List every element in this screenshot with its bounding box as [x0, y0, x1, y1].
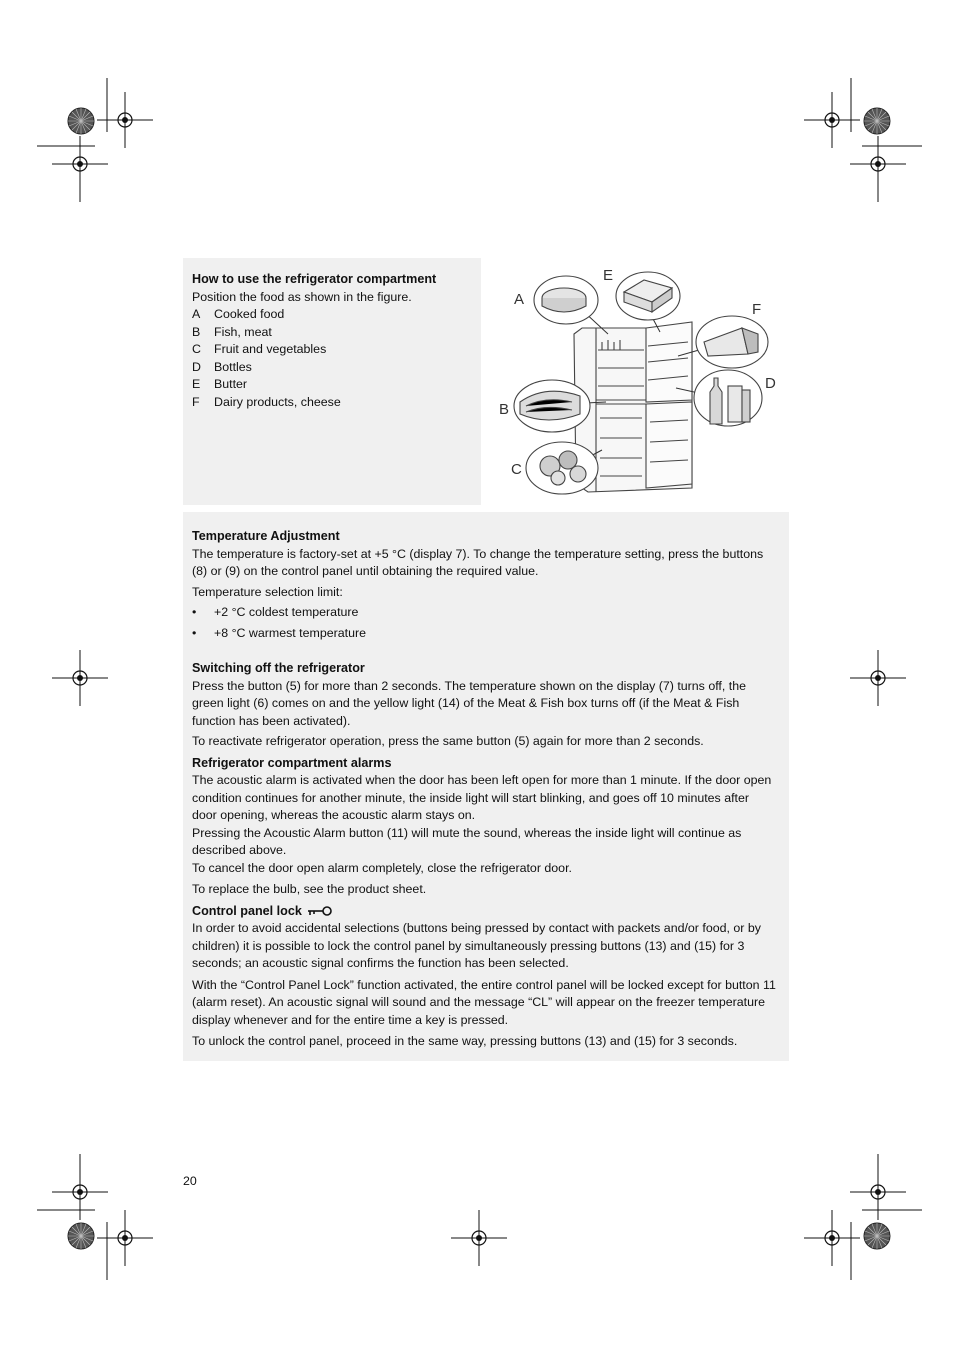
legend-label: Fish, meat [214, 324, 272, 339]
alarms-mute: Pressing the Acoustic Alarm button (11) will mute the sound, whereas the inside light will continue as described above. [192, 825, 742, 857]
bullet-text: +2 °C coldest temperature [214, 605, 359, 619]
alarms-cancel: To cancel the door open alarm completely, close the refrigerator door. [192, 860, 572, 875]
figure-label-b: B [499, 401, 510, 418]
lock-heading: Control panel lock [192, 903, 302, 918]
temperature-limit-label: Temperature selection limit: [192, 584, 343, 599]
figure-label-d: D [765, 375, 776, 392]
lock-body: In order to avoid accidental selections (buttons being pressed by contact with packets and/or food, or by children) it is possible to lock the control panel by simultaneously pressing buttons (13) and (15) for 3 seconds; an acoustic signal confirms the function has been selected. [192, 921, 761, 970]
legend-label: Butter [214, 377, 248, 391]
figure-label-e: E [603, 267, 614, 284]
legend-key: E [192, 377, 201, 391]
bullet-dot: • [192, 605, 197, 619]
figure-label-a: A [514, 291, 525, 308]
figure-label-f: F [752, 301, 762, 318]
legend-label: Dairy products, cheese [214, 394, 341, 409]
bullet-text: +8 °C warmest temperature [214, 625, 366, 640]
legend-label: Cooked food [214, 307, 285, 321]
legend-key: D [192, 359, 201, 374]
bullet-dot: • [192, 625, 197, 640]
legend-key: B [192, 324, 201, 339]
legend-label: Fruit and vegetables [214, 342, 327, 356]
fridge-usage-heading: How to use the refrigerator compartment [192, 272, 437, 286]
legend-key: F [192, 394, 200, 409]
switch-off-body: Press the button (5) for more than 2 seconds. The temperature shown on the display (7) turns off, the green light (6) comes on and the yellow light (14) of the Meat & Fish box turns off (if the Meat & Fish function has been activated). [192, 678, 746, 728]
fridge-usage-intro: Position the food as shown in the figure. [192, 289, 412, 304]
switch-off-reactivate: To reactivate refrigerator operation, press the same button (5) again for more than 2 seconds. [192, 734, 704, 748]
page-number: 20 [183, 1174, 197, 1188]
temperature-heading: Temperature Adjustment [192, 529, 340, 543]
switch-off-heading: Switching off the refrigerator [192, 661, 365, 675]
temperature-body: The temperature is factory-set at +5 °C (display 7). To change the temperature setting, press the buttons (8) or (9) on the control panel until obtaining the required value. [192, 546, 764, 578]
alarms-heading: Refrigerator compartment alarms [192, 755, 392, 770]
legend-label: Bottles [214, 359, 252, 374]
lock-unlock: To unlock the control panel, proceed in the same way, pressing buttons (13) and (15) for 3 seconds. [192, 1034, 738, 1048]
alarms-bulb: To replace the bulb, see the product sheet. [192, 882, 427, 896]
alarms-body: The acoustic alarm is activated when the door has been left open for more than 1 minute. If the door open condition continues for another minute, the inside light will start blinking, and goes off 10 minutes after door opening, whereas the acoustic alarm stays on. [192, 773, 772, 822]
legend-key: C [192, 342, 201, 356]
legend-key: A [192, 307, 201, 321]
lock-activated: With the “Control Panel Lock” function activated, the entire control panel will be locked except for button 11 (alarm reset). An acoustic signal will sound and the message “CL” will appear on the freezer temperature display whenever and for the entire time a key is pressed. [192, 977, 776, 1027]
figure-label-c: C [511, 461, 522, 478]
